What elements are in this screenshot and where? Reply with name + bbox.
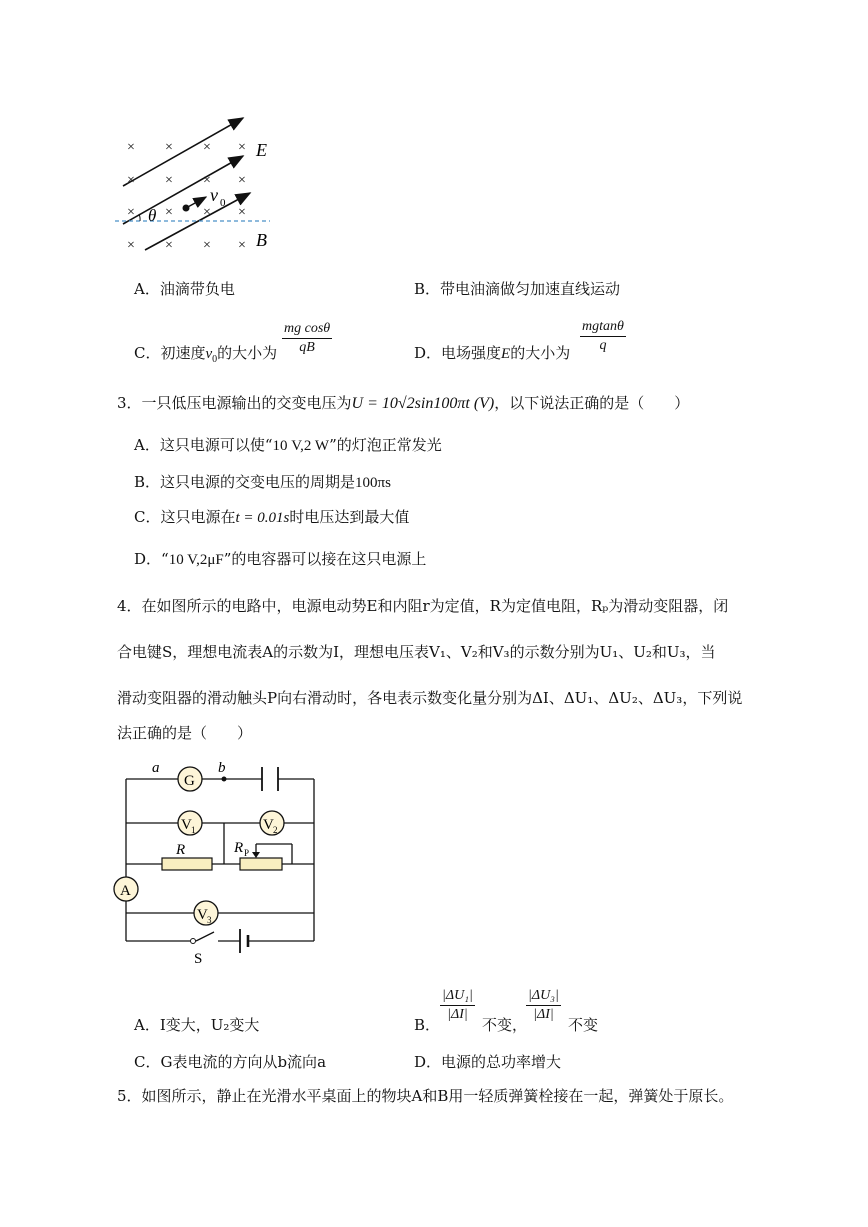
cross-mark: × xyxy=(127,205,135,220)
cross-mark: × xyxy=(238,140,246,155)
resistor-r xyxy=(162,858,212,870)
q3-option-a-value: 10 V,2 W xyxy=(272,438,330,454)
q4-stem-line-3: 滑动变阻器的滑动触头P向右滑动时，各电表示数变化量分别为ΔI、ΔU₁、ΔU₂、ΔU₃，下列说 xyxy=(117,689,743,707)
q4-option-a: A．I变大，U₂变大 xyxy=(134,1016,260,1034)
resistor-r-label: R xyxy=(176,842,186,858)
label-v0: v xyxy=(210,185,218,205)
q2-option-c-prefix: C．初速度 xyxy=(134,344,206,362)
q4-option-b-fraction-1 xyxy=(440,987,475,1024)
cross-mark: × xyxy=(238,205,246,220)
q2-option-d-suffix: 的大小为 xyxy=(510,344,571,362)
node-b-label: b xyxy=(218,760,226,776)
q4-option-b-mid: 不变， xyxy=(482,1016,528,1034)
q3-option-d-prefix: D．“ xyxy=(134,550,169,568)
q2-option-c-sub: 0 xyxy=(212,354,218,365)
cross-mark: × xyxy=(165,140,173,155)
q2-option-c-suffix: 的大小为 xyxy=(217,344,278,362)
q4-option-b-prefix: B． xyxy=(414,1016,441,1034)
circuit-figure xyxy=(100,755,340,970)
rheostat-rp-sub: P xyxy=(244,848,250,858)
q3-option-a xyxy=(134,435,442,456)
q2-option-c-denominator: qB xyxy=(299,340,315,355)
q3-option-a-prefix: A．这只电源可以使“ xyxy=(134,436,273,454)
label-v0-sub: 0 xyxy=(220,197,226,209)
q3-stem xyxy=(117,393,689,414)
q2-option-d-fraction xyxy=(580,318,626,355)
cross-mark: × xyxy=(238,238,246,253)
node-a-label: a xyxy=(152,760,160,776)
q2-option-b: B．带电油滴做匀加速直线运动 xyxy=(414,280,621,298)
q2-option-d-var: E xyxy=(501,346,511,362)
q4-option-d: D．电源的总功率增大 xyxy=(414,1053,562,1071)
e-field-line xyxy=(123,156,243,224)
q3-option-c-prefix: C．这只电源在 xyxy=(134,508,236,526)
q3-option-a-suffix: ”的灯泡正常发光 xyxy=(329,436,442,454)
q4-option-c: C．G表电流的方向从b流向a xyxy=(134,1053,327,1071)
q2-option-d-prefix: D．电场强度 xyxy=(414,344,502,362)
rheostat-rp xyxy=(240,858,282,870)
q4-option-b-fraction-2-num: |ΔU₃| xyxy=(526,987,561,1006)
q4-stem-line-1: 4．在如图所示的电路中，电源电动势E和内阻r为定值，R为定值电阻，Rₚ为滑动变阻器，闭 xyxy=(117,597,729,615)
galvanometer-label: G xyxy=(184,773,195,789)
q3-option-b-value: 100πs xyxy=(355,475,391,491)
q4-stem-line-4: 法正确的是（ ） xyxy=(117,724,253,742)
q3-option-b xyxy=(134,472,391,493)
q2-option-c-var: v xyxy=(205,346,213,362)
q4-option-b-fraction-2-den: |ΔI| xyxy=(533,1007,554,1022)
cross-mark: × xyxy=(238,173,246,188)
cross-mark: × xyxy=(127,238,135,253)
q2-option-c-numerator: mg cosθ xyxy=(282,320,332,339)
q5-stem: 5．如图所示，静止在光滑水平桌面上的物块A和B用一轻质弹簧栓接在一起，弹簧处于原长。 xyxy=(117,1087,734,1105)
cross-mark: × xyxy=(165,173,173,188)
q3-option-c xyxy=(134,507,409,528)
q4-option-b-suffix: 不变 xyxy=(568,1016,599,1034)
label-E: E xyxy=(256,140,267,160)
cross-mark: × xyxy=(127,140,135,155)
switch-s-label: S xyxy=(194,951,203,967)
voltmeter-v3-label: V xyxy=(197,907,208,923)
voltmeter-v1-label: V xyxy=(181,817,192,833)
q3-option-d-value: 10 V,2μF xyxy=(168,552,224,568)
q3-stem-prefix: 3．一只低压电源输出的交变电压为 xyxy=(117,394,352,412)
q3-option-d xyxy=(134,549,426,570)
q3-option-c-suffix: 时电压达到最大值 xyxy=(289,508,410,526)
field-figure xyxy=(110,110,290,260)
cross-mark: × xyxy=(203,173,211,188)
q2-option-c xyxy=(134,343,277,370)
q4-stem-line-2: 合电键S，理想电流表A的示数为I，理想电压表V₁、V₂和V₃的示数分别为U₁、U₂和U₃，当 xyxy=(117,643,716,661)
q4-option-b-fraction-2 xyxy=(526,987,561,1024)
cross-mark: × xyxy=(165,205,173,220)
ammeter-label: A xyxy=(120,883,131,899)
voltmeter-v3-sub: 3 xyxy=(207,915,212,925)
q3-option-d-suffix: ”的电容器可以接在这只电源上 xyxy=(223,550,427,568)
q2-option-a: A．油滴带负电 xyxy=(134,280,235,298)
q3-formula: U = 10√2sin100πt (V) xyxy=(351,395,495,412)
q3-stem-suffix: ，以下说法正确的是（ ） xyxy=(494,394,690,412)
q2-option-d-numerator: mgtanθ xyxy=(580,318,626,337)
voltmeter-v1-sub: 1 xyxy=(191,825,196,835)
q2-option-d-denominator: q xyxy=(599,338,607,353)
cross-mark: × xyxy=(203,140,211,155)
label-B: B xyxy=(256,230,267,250)
e-field-line xyxy=(123,118,243,186)
voltmeter-v2-sub: 2 xyxy=(273,825,278,835)
q3-option-c-value: t = 0.01s xyxy=(235,510,290,526)
q4-option-b-fraction-1-num: |ΔU₁| xyxy=(440,987,475,1006)
rheostat-rp-label: R xyxy=(234,840,244,856)
q4-option-b-fraction-1-den: |ΔI| xyxy=(447,1007,468,1022)
cross-mark: × xyxy=(203,238,211,253)
cross-mark: × xyxy=(203,205,211,220)
cross-mark: × xyxy=(165,238,173,253)
voltmeter-v2-label: V xyxy=(263,817,274,833)
q2-option-c-fraction xyxy=(282,320,332,357)
label-theta: θ xyxy=(148,206,157,225)
q2-option-d xyxy=(414,343,570,364)
q3-option-b-prefix: B．这只电源的交变电压的周期是 xyxy=(134,473,356,491)
cross-mark: × xyxy=(127,173,135,188)
